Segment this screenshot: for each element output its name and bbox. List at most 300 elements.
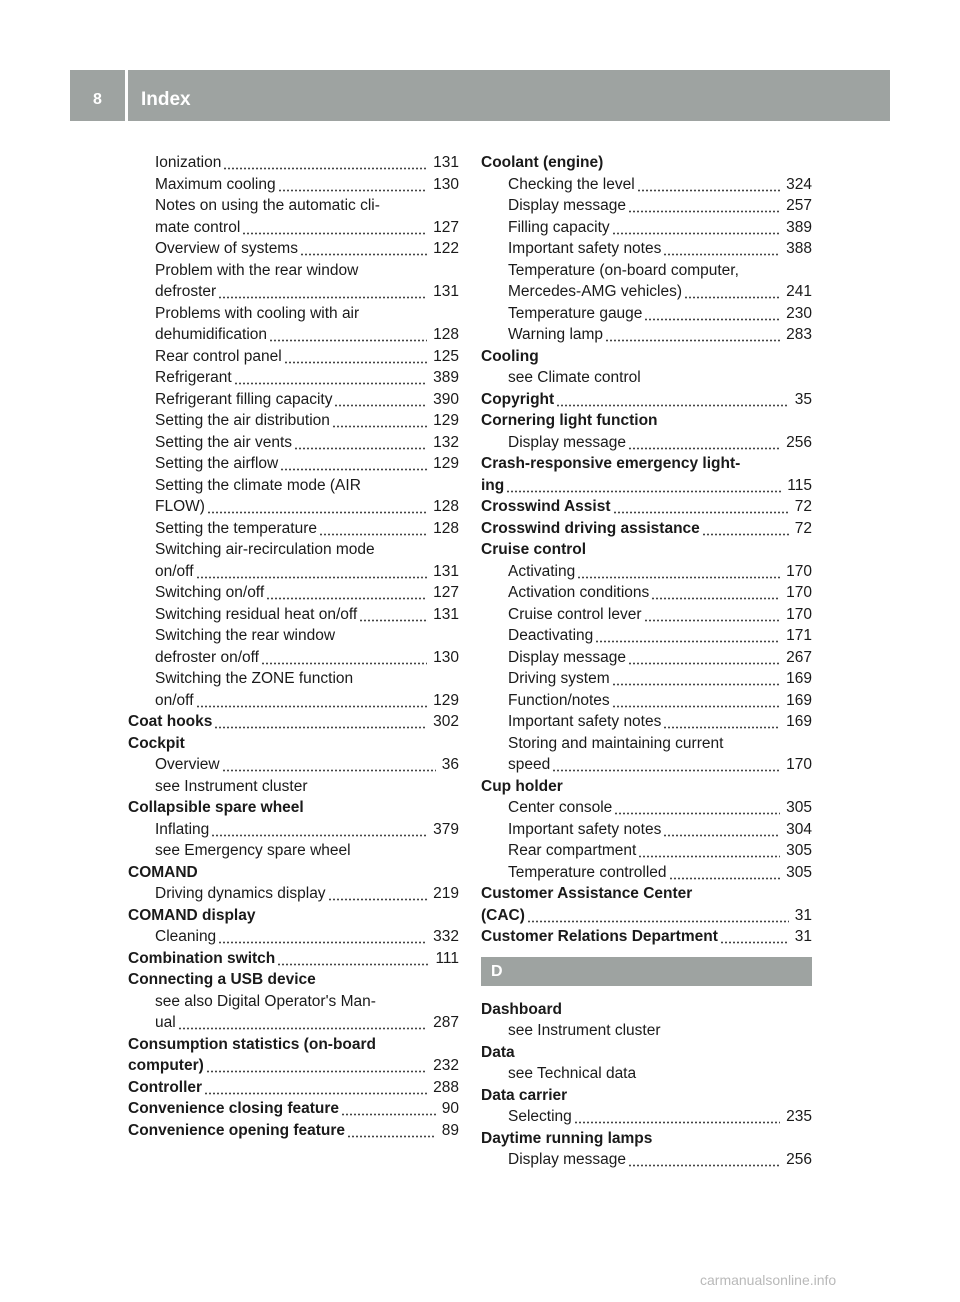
entry-text: ual — [155, 1014, 176, 1031]
entry-text: Collapsible spare wheel — [128, 799, 304, 816]
entry-text: see Technical data — [508, 1065, 637, 1082]
entry-text: Activation conditions — [508, 584, 650, 601]
entry-text: Cleaning — [155, 928, 217, 945]
page-reference: 72 — [794, 498, 812, 515]
index-column-right — [481, 152, 812, 1171]
entry-text: Setting the temperature — [155, 519, 317, 537]
entry-text: Checking the level — [508, 175, 635, 193]
dot-leader — [206, 1055, 427, 1077]
index-subentry — [128, 668, 459, 690]
page-reference: 169 — [786, 713, 812, 730]
dot-leader — [663, 711, 780, 733]
index-subentry — [128, 152, 459, 174]
entry-text: Refrigerant — [155, 369, 232, 386]
entry-text: Refrigerant filling capacity — [155, 390, 333, 408]
page-reference: 31 — [794, 928, 812, 945]
dot-leader — [196, 561, 428, 583]
index-entry — [128, 1034, 459, 1056]
page-reference: 125 — [433, 347, 459, 365]
index-entry — [128, 797, 459, 819]
index-subentry — [128, 260, 459, 282]
page-reference: 232 — [433, 1057, 459, 1074]
entry-text: Display message — [508, 1151, 627, 1168]
page-reference: 35 — [794, 390, 812, 408]
entry-text: Cornering light function — [481, 412, 658, 429]
page-reference: 122 — [433, 240, 459, 257]
page-reference: 332 — [433, 928, 459, 945]
entry-text: Setting the air distribution — [155, 412, 330, 429]
index-subentry — [481, 668, 812, 690]
dot-leader — [223, 152, 427, 174]
page-reference: 131 — [433, 605, 459, 623]
entry-text: FLOW) — [155, 498, 205, 515]
dot-leader — [552, 754, 780, 776]
entry-text: Switching the ZONE function — [155, 670, 354, 687]
dot-leader — [214, 711, 427, 733]
entry-text: Coolant (engine) — [481, 154, 604, 171]
index-subentry — [481, 432, 812, 454]
index-entry — [128, 1120, 459, 1142]
index-subentry — [481, 260, 812, 282]
entry-text: Problem with the rear window — [155, 261, 359, 279]
page-reference: 302 — [433, 713, 459, 730]
index-entry — [481, 1085, 812, 1107]
page-reference: 127 — [433, 218, 459, 236]
dot-leader — [638, 840, 780, 862]
dot-leader — [644, 303, 780, 325]
index-entry — [481, 539, 812, 561]
index-subentry — [481, 754, 812, 776]
index-subentry — [481, 1149, 812, 1171]
index-subentry — [128, 195, 459, 217]
dot-leader — [196, 690, 428, 712]
dot-leader — [628, 1149, 780, 1171]
dot-leader — [595, 625, 780, 647]
page-reference: 170 — [786, 584, 812, 601]
index-subentry — [481, 174, 812, 196]
page-reference: 127 — [433, 584, 459, 601]
dot-leader — [207, 496, 427, 518]
dot-leader — [319, 518, 427, 540]
entry-text: Display message — [508, 197, 627, 214]
page-reference: 129 — [433, 455, 459, 472]
dot-leader — [222, 754, 436, 776]
entry-text: Cockpit — [128, 734, 185, 752]
entry-text: see Emergency spare wheel — [155, 842, 351, 859]
index-entry — [128, 862, 459, 884]
entry-text: Cruise control — [481, 541, 587, 558]
dot-leader — [577, 561, 780, 583]
page-reference: 219 — [433, 885, 459, 902]
page-reference: 130 — [433, 175, 459, 193]
page-reference: 324 — [786, 175, 812, 193]
dot-leader — [506, 475, 781, 497]
index-entry — [481, 518, 812, 540]
index-entry — [481, 389, 812, 411]
index-entry — [481, 346, 812, 368]
entry-text: Crash-responsive emergency light- — [481, 455, 741, 472]
entry-text: Ionization — [155, 154, 222, 171]
entry-text: Display message — [508, 433, 627, 451]
index-column-left — [128, 152, 459, 1141]
entry-text: see Climate control — [508, 369, 641, 386]
dot-leader — [644, 604, 781, 626]
index-subentry — [481, 604, 812, 626]
index-subentry — [128, 1012, 459, 1034]
index-entry — [128, 733, 459, 755]
entry-text: Convenience closing feature — [128, 1100, 340, 1117]
page-reference: 256 — [786, 433, 812, 451]
dot-leader — [218, 281, 427, 303]
index-subentry — [481, 647, 812, 669]
page-reference: 170 — [786, 562, 812, 580]
index-entry — [481, 776, 812, 798]
dot-leader — [269, 324, 427, 346]
entry-text: Function/notes — [508, 691, 610, 709]
entry-text: Customer Assistance Center — [481, 885, 693, 902]
watermark: carmanualsonline.info — [700, 1272, 837, 1288]
entry-text: defroster — [155, 283, 217, 300]
index-subentry — [128, 346, 459, 368]
dot-leader — [300, 238, 427, 260]
index-subentry — [128, 217, 459, 239]
dot-leader — [613, 496, 789, 518]
page-reference: 72 — [794, 519, 812, 537]
entry-text: Driving system — [508, 670, 610, 687]
page-reference: 131 — [433, 283, 459, 300]
page-reference: 128 — [433, 519, 459, 537]
entry-text: Crosswind driving assistance — [481, 519, 700, 537]
index-subentry — [481, 217, 812, 239]
dot-leader — [669, 862, 781, 884]
dot-leader — [178, 1012, 427, 1034]
entry-text: Important safety notes — [508, 240, 662, 257]
entry-text: Switching the rear window — [155, 627, 336, 644]
page-reference: 388 — [786, 240, 812, 257]
index-subentry — [481, 862, 812, 884]
entry-text: Cruise control lever — [508, 605, 642, 623]
entry-text: (CAC) — [481, 906, 525, 924]
index-subentry — [128, 367, 459, 389]
index-subentry — [128, 174, 459, 196]
index-subentry — [128, 238, 459, 260]
page-reference: 169 — [786, 670, 812, 687]
entry-text: on/off — [155, 562, 194, 580]
dot-leader — [684, 281, 780, 303]
page-reference: 170 — [786, 605, 812, 623]
entry-text: Overview of systems — [155, 240, 298, 257]
entry-text: dehumidification — [155, 326, 268, 343]
entry-text: Center console — [508, 799, 613, 816]
dot-leader — [628, 647, 780, 669]
dot-leader — [280, 453, 427, 475]
dot-leader — [574, 1106, 780, 1128]
index-subentry — [128, 561, 459, 583]
index-entry — [128, 905, 459, 927]
entry-text: computer) — [128, 1057, 204, 1074]
index-entry — [128, 969, 459, 991]
index-entry — [481, 152, 812, 174]
entry-text: defroster on/off — [155, 648, 259, 666]
index-subentry — [128, 776, 459, 798]
dot-leader — [628, 432, 780, 454]
index-subentry — [128, 647, 459, 669]
dot-leader — [341, 1098, 436, 1120]
index-subentry — [128, 303, 459, 325]
index-subentry — [128, 840, 459, 862]
page-reference: 267 — [786, 648, 812, 666]
page-reference: 230 — [786, 304, 812, 322]
entry-text: Maximum cooling — [155, 175, 276, 193]
dot-leader — [234, 367, 427, 389]
dot-leader — [527, 905, 789, 927]
page-reference: 379 — [433, 820, 459, 838]
entry-text: Setting the climate mode (AIR — [155, 476, 361, 494]
page-reference: 128 — [433, 498, 459, 515]
entry-text: Selecting — [508, 1108, 572, 1125]
entry-text: Daytime running lamps — [481, 1129, 653, 1147]
page-reference: 305 — [786, 799, 812, 816]
index-entry — [481, 1042, 812, 1064]
index-subentry — [128, 883, 459, 905]
entry-text: Controller — [128, 1078, 203, 1096]
entry-text: COMAND — [128, 863, 198, 881]
index-subentry — [481, 840, 812, 862]
entry-text: Rear control panel — [155, 347, 282, 365]
entry-text: Connecting a USB device — [128, 971, 316, 988]
dot-leader — [614, 797, 780, 819]
entry-text: Important safety notes — [508, 713, 662, 730]
entry-text: Notes on using the automatic cli- — [155, 197, 380, 214]
entry-text: Convenience opening feature — [128, 1121, 346, 1139]
index-entry — [481, 410, 812, 432]
dot-leader — [284, 346, 427, 368]
index-subentry — [128, 819, 459, 841]
page-reference: 31 — [794, 906, 812, 924]
index-subentry — [128, 518, 459, 540]
dot-leader — [612, 668, 780, 690]
index-subentry — [481, 733, 812, 755]
dot-leader — [359, 604, 427, 626]
page-reference: 130 — [433, 648, 459, 666]
page-reference: 170 — [786, 756, 812, 773]
entry-text: Switching on/off — [155, 584, 265, 601]
dot-leader — [612, 217, 780, 239]
dot-leader — [702, 518, 789, 540]
dot-leader — [347, 1120, 436, 1142]
page-reference: 129 — [433, 412, 459, 429]
index-entry — [481, 926, 812, 948]
page-reference: 288 — [433, 1078, 459, 1096]
index-subentry — [481, 711, 812, 733]
index-entry — [481, 883, 812, 905]
dot-leader — [637, 174, 780, 196]
dot-leader — [720, 926, 789, 948]
dot-leader — [605, 324, 780, 346]
entry-text: Inflating — [155, 820, 210, 838]
page-reference: 235 — [786, 1108, 812, 1125]
index-subentry — [481, 819, 812, 841]
index-subentry — [128, 625, 459, 647]
entry-text: Dashboard — [481, 1000, 562, 1018]
entry-text: speed — [508, 756, 551, 773]
index-subentry — [481, 561, 812, 583]
page-reference: 257 — [786, 197, 812, 214]
index-list-left — [128, 152, 459, 1141]
entry-text: Warning lamp — [508, 326, 604, 343]
index-subentry — [128, 604, 459, 626]
index-subentry — [128, 324, 459, 346]
page-reference: 131 — [433, 562, 459, 580]
entry-text: COMAND display — [128, 906, 256, 924]
index-subentry — [481, 1063, 812, 1085]
dot-leader — [261, 647, 427, 669]
entry-text: Switching residual heat on/off — [155, 605, 358, 623]
page-number: 8 — [93, 91, 102, 108]
entry-text: Setting the airflow — [155, 455, 279, 472]
page-reference: 389 — [786, 218, 812, 236]
index-subentry — [481, 195, 812, 217]
index-entry — [481, 453, 812, 475]
index-list-right-c — [481, 152, 812, 948]
index-entry — [128, 711, 459, 733]
entry-text: Filling capacity — [508, 218, 610, 236]
dot-leader — [651, 582, 780, 604]
index-subentry — [128, 453, 459, 475]
page-reference: 171 — [786, 627, 812, 644]
dot-leader — [278, 174, 428, 196]
entry-text: Coat hooks — [128, 713, 213, 730]
index-subentry — [128, 389, 459, 411]
page-reference: 389 — [433, 369, 459, 386]
index-subentry — [128, 991, 459, 1013]
index-entry — [128, 948, 459, 970]
entry-text: Cooling — [481, 347, 539, 365]
page-title: Index — [141, 89, 191, 110]
page-reference: 129 — [433, 691, 459, 709]
dot-leader — [328, 883, 428, 905]
page-reference: 304 — [786, 820, 812, 838]
dot-leader — [242, 217, 427, 239]
entry-text: Switching air-recirculation mode — [155, 541, 375, 558]
entry-text: on/off — [155, 691, 194, 709]
page-reference: 256 — [786, 1151, 812, 1168]
entry-text: ing — [481, 476, 505, 494]
entry-text: Important safety notes — [508, 820, 662, 838]
index-entry — [481, 905, 812, 927]
index-subentry — [481, 625, 812, 647]
entry-text: Mercedes-AMG vehicles) — [508, 283, 682, 300]
index-subentry — [128, 281, 459, 303]
dot-leader — [663, 238, 780, 260]
entry-text: Problems with cooling with air — [155, 304, 360, 322]
entry-text: see Instrument cluster — [155, 777, 308, 795]
dot-leader — [334, 389, 427, 411]
index-entry — [128, 1077, 459, 1099]
entry-text: Combination switch — [128, 949, 276, 967]
index-entry — [481, 999, 812, 1021]
entry-text: Activating — [508, 562, 576, 580]
index-subentry — [128, 926, 459, 948]
dot-leader — [332, 410, 427, 432]
page-reference: 390 — [433, 390, 459, 408]
index-subentry — [481, 690, 812, 712]
entry-text: Cup holder — [481, 777, 563, 795]
entry-text: Temperature (on-board computer, — [508, 261, 739, 279]
dot-leader — [628, 195, 780, 217]
index-subentry — [481, 324, 812, 346]
index-subentry — [481, 303, 812, 325]
entry-text: Customer Relations Department — [481, 928, 718, 945]
dot-leader — [556, 389, 789, 411]
page-reference: 283 — [786, 326, 812, 343]
index-subentry — [481, 1106, 812, 1128]
index-list-right-d — [481, 999, 812, 1171]
page-reference: 132 — [433, 433, 459, 451]
entry-text: Temperature controlled — [508, 863, 667, 881]
index-entry — [128, 1098, 459, 1120]
header-separator — [125, 70, 128, 121]
entry-text: see also Digital Operator's Man- — [155, 992, 376, 1010]
page-reference: 305 — [786, 842, 812, 859]
index-subentry — [128, 539, 459, 561]
header-bar — [70, 70, 890, 121]
entry-text: Storing and maintaining current — [508, 734, 724, 752]
page-reference: 89 — [441, 1121, 459, 1139]
index-subentry — [128, 410, 459, 432]
dot-leader — [266, 582, 427, 604]
dot-leader — [612, 690, 780, 712]
entry-text: Setting the air vents — [155, 433, 292, 451]
section-header-d: D — [481, 957, 812, 986]
index-subentry — [128, 690, 459, 712]
dot-leader — [294, 432, 427, 454]
index-entry — [128, 1055, 459, 1077]
entry-text: Driving dynamics display — [155, 885, 326, 902]
entry-text: Data carrier — [481, 1086, 568, 1104]
page-reference: 241 — [786, 283, 812, 300]
entry-text: see Instrument cluster — [508, 1022, 661, 1039]
entry-text: Crosswind Assist — [481, 498, 611, 515]
entry-text: Deactivating — [508, 627, 594, 644]
dot-leader — [663, 819, 780, 841]
index-subentry — [481, 1020, 812, 1042]
page-reference: 36 — [441, 756, 459, 773]
dot-leader — [218, 926, 427, 948]
page-reference: 131 — [433, 154, 459, 171]
entry-text: Temperature gauge — [508, 304, 643, 322]
dot-leader — [204, 1077, 427, 1099]
dot-leader — [277, 948, 429, 970]
page-reference: 128 — [433, 326, 459, 343]
index-entry — [481, 1128, 812, 1150]
index-subentry — [128, 496, 459, 518]
page-reference: 115 — [787, 476, 812, 494]
index-subentry — [128, 582, 459, 604]
index-subentry — [128, 754, 459, 776]
entry-text: Overview — [155, 756, 220, 773]
page-reference: 111 — [435, 949, 459, 967]
page-reference: 287 — [433, 1014, 459, 1031]
entry-text: mate control — [155, 218, 241, 236]
dot-leader — [211, 819, 427, 841]
index-subentry — [481, 797, 812, 819]
page-reference: 305 — [786, 863, 812, 881]
index-entry — [481, 475, 812, 497]
index-subentry — [128, 432, 459, 454]
index-subentry — [481, 582, 812, 604]
index-subentry — [481, 281, 812, 303]
